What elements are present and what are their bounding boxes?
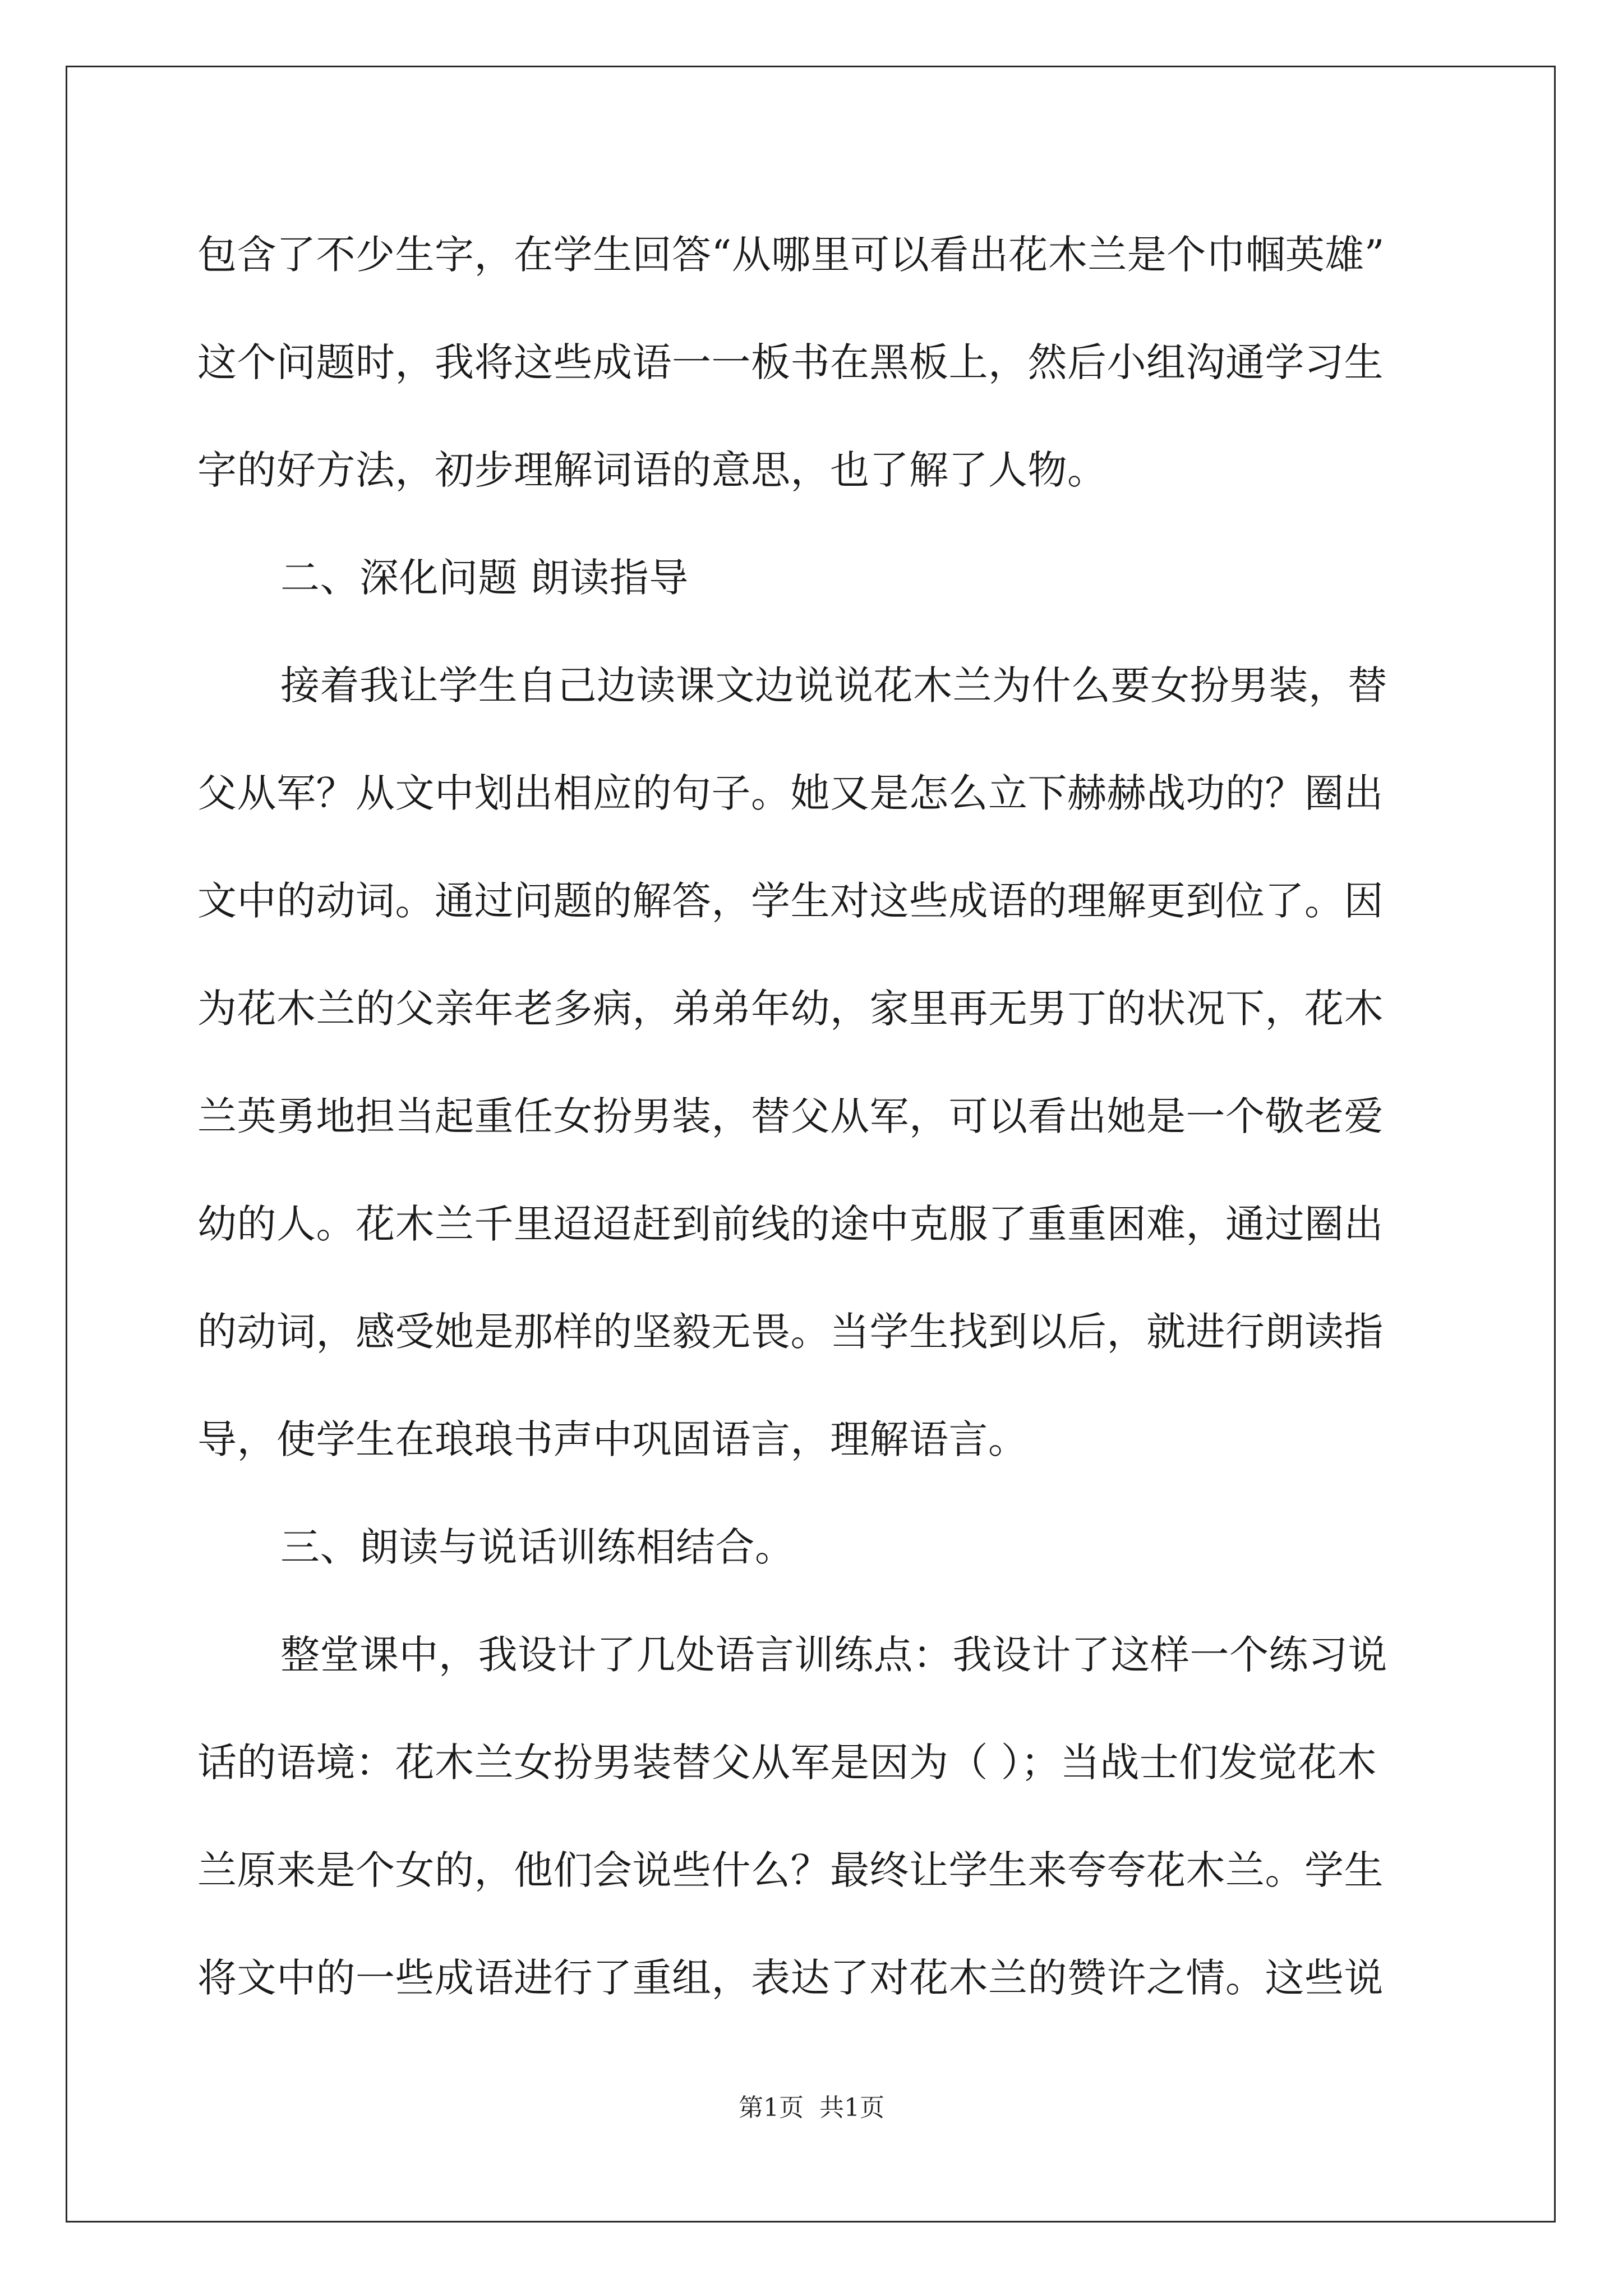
text-line: 兰英勇地担当起重任女扮男装，替父从军，可以看出她是一个敬老爱 [197,1093,1384,1139]
text-line: 包含了不少生字，在学生回答“从哪里可以看出花木兰是个巾帼英雄” [197,232,1385,278]
text-line: 为花木兰的父亲年老多病，弟弟年幼，家里再无男丁的状况下，花木 [197,986,1384,1032]
text-line: 字的好方法，初步理解词语的意思，也了解了人物。 [197,447,1107,493]
text-line: 幼的人。花木兰千里迢迢赶到前线的途中克服了重重困难，通过圈出 [197,1201,1384,1247]
text-line: 话的语境：花木兰女扮男装替父从军是因为（ ）；当战士们发觉花木 [197,1740,1377,1786]
text-line: 这个问题时，我将这些成语一一板书在黑板上，然后小组沟通学习生 [197,339,1384,385]
text-line: 的动词，感受她是那样的坚毅无畏。当学生找到以后，就进行朗读指 [197,1309,1384,1355]
page-total: 共1页 [819,2093,884,2122]
section-heading: 三、朗读与说话训练相结合。 [280,1524,795,1570]
section-heading: 二、深化问题 朗读指导 [280,555,689,601]
text-line: 整堂课中，我设计了几处语言训练点：我设计了这样一个练习说 [280,1632,1387,1678]
page-number: 第1页 [739,2093,804,2122]
text-line: 将文中的一些成语进行了重组，表达了对花木兰的赞许之情。这些说 [197,1955,1384,2001]
text-line: 父从军？从文中划出相应的句子。她又是怎么立下赫赫战功的？圈出 [197,770,1384,816]
document-body [197,201,1426,2032]
text-line: 导，使学生在琅琅书声中巩固语言，理解语言。 [197,1416,1028,1462]
page-footer [0,2091,1623,2125]
text-line: 文中的动词。通过问题的解答，学生对这些成语的理解更到位了。因 [197,878,1384,924]
text-line: 接着我让学生自己边读课文边说说花木兰为什么要女扮男装，替 [280,662,1387,708]
text-line: 兰原来是个女的，他们会说些什么？最终让学生来夸夸花木兰。学生 [197,1847,1384,1893]
